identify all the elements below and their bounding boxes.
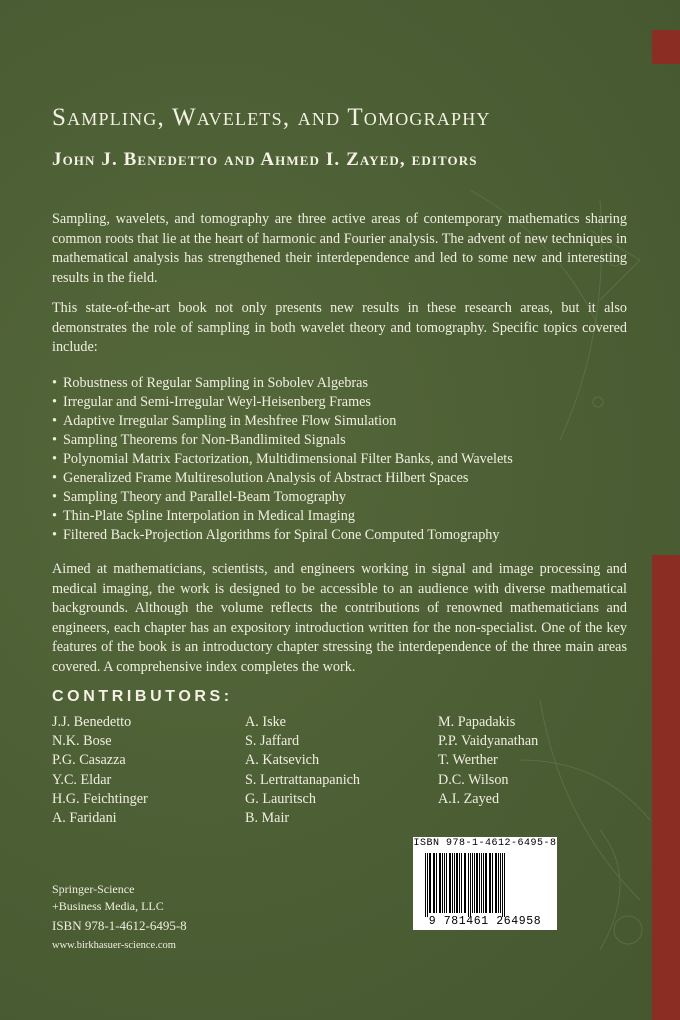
- description-paragraph-1: Sampling, wavelets, and tomography are three active areas of contemporary mathematics sharing common roots that lie at the heart of harmonic and Fourier analysis. The advent of new techniques in mathematical analysis has strengthened their interdependence and led to some new and interesting results in the field.: [52, 211, 627, 286]
- contributor-name: H.G. Feichtinger: [52, 790, 148, 807]
- contributor-name: B. Mair: [245, 810, 290, 827]
- contributor-name: P.G. Casazza: [52, 752, 126, 769]
- topic-item: • Irregular and Semi-Irregular Weyl-Heisenberg Frames: [52, 393, 612, 412]
- barcode-bar: [429, 853, 431, 913]
- topic-item: • Sampling Theorems for Non-Bandlimited Signals: [52, 431, 612, 450]
- contributors-column-1: [52, 713, 148, 828]
- publisher-website: www.birkhasuer-science.com: [52, 940, 176, 951]
- publisher-name-line2: +Business Media, LLC: [52, 899, 164, 913]
- barcode-bar: [464, 853, 466, 913]
- barcode-bar: [425, 853, 426, 917]
- barcode-bar: [483, 853, 484, 913]
- barcode-bar: [481, 853, 482, 913]
- barcode-bar: [444, 853, 445, 913]
- topic-item: • Robustness of Regular Sampling in Sobolev Algebras: [52, 374, 612, 393]
- publisher-block: [52, 881, 187, 934]
- barcode-bar: [502, 853, 503, 917]
- topic-item: • Thin-Plate Spline Interpolation in Medical Imaging: [52, 507, 612, 526]
- contributor-name: A.I. Zayed: [438, 790, 500, 807]
- barcode-bar: [436, 853, 437, 913]
- contributor-name: G. Lauritsch: [245, 790, 316, 807]
- barcode-bar: [427, 853, 428, 917]
- contributor-name: N.K. Bose: [52, 733, 112, 750]
- barcode-bar: [442, 853, 443, 913]
- description-paragraph-2: This state-of-the-art book not only presents new results in these research areas, but it also demonstrates the role of sampling in both wavelet theory and tomography. Specific topics covered include:: [52, 300, 627, 355]
- barcode-bar: [446, 853, 447, 913]
- barcode-bar: [500, 853, 501, 913]
- red-accent-stripe-bottom: [652, 555, 680, 1020]
- barcode-bar: [433, 853, 435, 913]
- topic-item: • Adaptive Irregular Sampling in Meshfree Flow Simulation: [52, 412, 612, 431]
- barcode-bar: [461, 853, 462, 913]
- barcode-bar: [472, 853, 473, 913]
- contributor-name: S. Lertrattanapanich: [245, 771, 361, 788]
- topics-list: [52, 374, 612, 545]
- contributor-name: D.C. Wilson: [438, 771, 509, 788]
- barcode-bar: [498, 853, 499, 913]
- barcode-bar: [439, 853, 441, 913]
- barcode-number: 9 781461 264958: [428, 915, 542, 928]
- contributor-name: Y.C. Eldar: [52, 771, 112, 788]
- barcode-bar: [485, 853, 487, 913]
- red-accent-stripe-top: [652, 30, 680, 64]
- book-title: Sampling, Wavelets, and Tomography: [52, 104, 491, 131]
- barcode-bar: [479, 853, 480, 913]
- barcode-bar: [452, 853, 453, 913]
- contributor-name: M. Papadakis: [438, 714, 516, 730]
- barcode-bar: [459, 853, 460, 913]
- contributor-name: J.J. Benedetto: [52, 714, 132, 730]
- barcode-bar: [456, 853, 458, 913]
- topic-item: • Filtered Back-Projection Algorithms for Spiral Cone Computed Tomography: [52, 526, 612, 545]
- contributor-name: A. Katsevich: [245, 752, 320, 769]
- barcode-bar: [489, 853, 491, 913]
- barcode-bar: [449, 853, 451, 913]
- topic-item: • Sampling Theory and Parallel-Beam Tomography: [52, 488, 612, 507]
- contributors-column-2: [245, 713, 360, 828]
- contributor-name: S. Jaffard: [245, 733, 300, 750]
- publisher-name-line1: Springer-Science: [52, 882, 135, 896]
- barcode-isbn-text: ISBN 978-1-4612-6495-8: [413, 838, 557, 849]
- barcode-bar: [492, 853, 493, 913]
- barcode-bar: [474, 853, 475, 913]
- barcode-bar: [504, 853, 505, 917]
- topic-item: • Generalized Frame Multiresolution Analysis of Abstract Hilbert Spaces: [52, 469, 612, 488]
- barcode-bar: [476, 853, 478, 913]
- description-paragraph-3: Aimed at mathematicians, scientists, and engineers working in signal and image processing and medical imaging, the work is designed to be accessible to an audience with diverse mathematical backgrounds. Although the volume reflects the contributions of renowned mathematicians and engineers, each chapter has an expository introduction written for the non-specialist. One of the key features of the book is an introductory chapter stressing the interdependence of the three main areas covered. A comprehensive index completes the work.: [52, 561, 627, 675]
- publisher-isbn: ISBN 978-1-4612-6495-8: [52, 918, 187, 933]
- contributor-name: T. Werther: [438, 752, 498, 769]
- contributor-name: A. Iske: [245, 714, 286, 730]
- contributor-name: P.P. Vaidyanathan: [438, 733, 539, 750]
- contributor-name: A. Faridani: [52, 810, 117, 827]
- topic-item: • Polynomial Matrix Factorization, Multidimensional Filter Banks, and Wavelets: [52, 450, 612, 469]
- contributors-heading: CONTRIBUTORS:: [52, 688, 233, 705]
- barcode-bar: [454, 853, 455, 913]
- contributors-column-3: [438, 713, 538, 809]
- book-editors: John J. Benedetto and Ahmed I. Zayed, editors: [52, 149, 478, 170]
- barcode-bar: [468, 853, 469, 917]
- barcode: [413, 837, 557, 930]
- barcode-bar: [470, 853, 471, 917]
- barcode-bar: [495, 853, 497, 913]
